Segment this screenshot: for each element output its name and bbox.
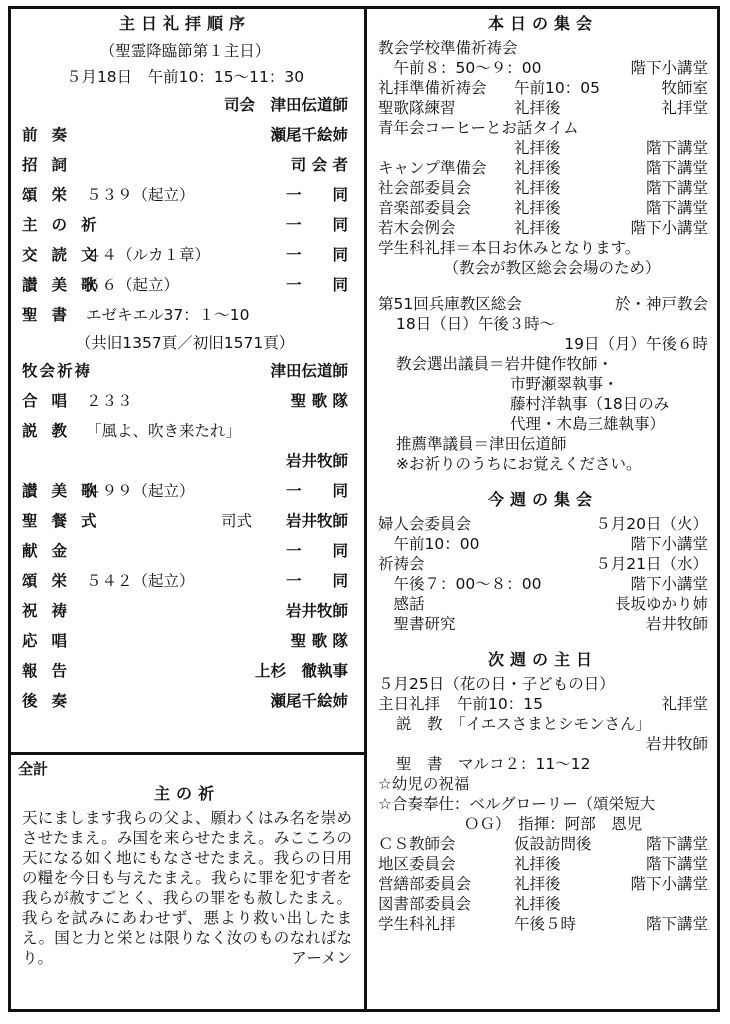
prayer-amen: アーメン bbox=[291, 949, 352, 967]
meeting-name: 営繕部委員会 bbox=[378, 875, 472, 893]
meeting-name: 午後７：00〜８：00 bbox=[378, 575, 542, 593]
meeting-name: 午前10：00 bbox=[378, 535, 480, 553]
meeting-time bbox=[518, 38, 626, 58]
synod-line9: ※お祈りのうちにお覚えください。 bbox=[396, 455, 642, 473]
meeting-name: 礼拝準備祈祷会 bbox=[378, 79, 487, 97]
worship-row bbox=[22, 386, 348, 416]
meeting-detail: ５月21日（水） bbox=[595, 555, 708, 573]
meeting-line bbox=[378, 58, 708, 78]
worship-row bbox=[22, 656, 348, 686]
meeting-line bbox=[378, 38, 708, 58]
meeting-name: 婦人会委員会 bbox=[378, 515, 472, 533]
meeting-time: 礼拝後 bbox=[514, 895, 561, 913]
meeting-place: 階下講堂 bbox=[645, 139, 708, 157]
meeting-name: 音楽部委員会 bbox=[378, 199, 472, 217]
worship-item-label: 牧会祈祷 bbox=[22, 362, 93, 380]
meeting-name: 学生科礼拝 bbox=[378, 915, 456, 933]
worship-item-person: 一 同 bbox=[285, 276, 348, 294]
worship-item-detail: 司式 bbox=[220, 512, 252, 530]
worship-item-detail: ５３９（起立） bbox=[86, 186, 195, 204]
worship-row bbox=[22, 476, 348, 506]
next-meetings bbox=[378, 834, 708, 934]
worship-item-detail: ４４（ルカ１章） bbox=[86, 246, 211, 264]
worship-item-detail: ４９９（起立） bbox=[86, 482, 195, 500]
worship-rows-part2 bbox=[22, 356, 348, 716]
today-title: 本日の集会 bbox=[487, 14, 598, 33]
meeting-line bbox=[378, 98, 708, 118]
worship-row bbox=[22, 356, 348, 386]
meeting-time: 午後５時 bbox=[514, 915, 577, 933]
meeting-place: 階下講堂 bbox=[645, 835, 708, 853]
worship-row bbox=[22, 596, 348, 626]
next-scripture: 聖 書 マルコ２：11〜12 bbox=[396, 755, 591, 773]
worship-item-person: 司 会 者 bbox=[290, 156, 348, 174]
worship-row bbox=[22, 536, 348, 566]
meeting-name: キャンプ準備会 bbox=[378, 159, 487, 177]
worship-datetime: ５月18日 午前10：15〜11：30 bbox=[65, 68, 305, 86]
synod-line5: 市野瀬翠執事・ bbox=[510, 375, 619, 393]
worship-item-label: 前奏 bbox=[22, 126, 82, 144]
meeting-place: 階下講堂 bbox=[645, 159, 708, 177]
worship-item-label: 聖書 bbox=[22, 306, 82, 324]
worship-item-detail: 「風よ、吹き来たれ」 bbox=[86, 422, 242, 440]
announcements bbox=[378, 14, 708, 934]
meeting-time: 礼拝後 bbox=[514, 219, 561, 237]
synod-place: 於・神戸教会 bbox=[614, 295, 708, 313]
worship-item-label: 後奏 bbox=[22, 692, 82, 710]
meeting-place: 階下講堂 bbox=[645, 855, 708, 873]
synod-line7: 代理・木島三雄執事） bbox=[510, 415, 666, 433]
meeting-line bbox=[378, 158, 708, 178]
next-preacher: 岩井牧師 bbox=[645, 735, 708, 753]
worship-item-detail: エゼキエル37：１〜10 bbox=[86, 306, 250, 324]
worship-item-label: 合唱 bbox=[22, 392, 82, 410]
meeting-time: 仮設訪問後 bbox=[514, 835, 592, 853]
column-divider bbox=[364, 6, 367, 1012]
meeting-name: 祈祷会 bbox=[378, 555, 425, 573]
next-item1: ☆幼児の祝福 bbox=[378, 775, 470, 793]
worship-item-person: 一 同 bbox=[285, 482, 348, 500]
worship-item-person: 一 同 bbox=[285, 216, 348, 234]
worship-subtitle: （聖霊降臨節第１主日） bbox=[99, 42, 271, 60]
worship-item-person: 上杉 徹執事 bbox=[254, 662, 348, 680]
meeting-place: 階下講堂 bbox=[645, 199, 708, 217]
worship-item-label: 祝祷 bbox=[22, 602, 82, 620]
worship-item-label: 説教 bbox=[22, 422, 82, 440]
meeting-name: 聖歌隊練習 bbox=[378, 99, 456, 117]
worship-item-person: 一 同 bbox=[285, 186, 348, 204]
worship-item-person: 岩井牧師 bbox=[285, 512, 348, 530]
worship-item-person: 一 同 bbox=[285, 542, 348, 560]
meeting-line bbox=[378, 574, 708, 594]
meeting-place: 階下小講堂 bbox=[630, 875, 708, 893]
meeting-time: 礼拝後 bbox=[514, 179, 561, 197]
meeting-line bbox=[378, 198, 708, 218]
synod-line1 bbox=[378, 294, 708, 314]
meeting-time: 礼拝後 bbox=[514, 199, 561, 217]
synod-line3: 19日（月）午後６時 bbox=[564, 335, 708, 353]
worship-row bbox=[22, 300, 348, 330]
meeting-line bbox=[378, 138, 708, 158]
worship-item-label: 招詞 bbox=[22, 156, 82, 174]
worship-presider: 司会 津田伝道師 bbox=[223, 96, 348, 114]
meeting-name: 青年会コーヒーとお話タイム bbox=[378, 119, 579, 137]
meeting-line bbox=[378, 178, 708, 198]
meeting-line bbox=[378, 534, 708, 554]
next-service-time: 午前10：15 bbox=[457, 695, 543, 713]
worship-row bbox=[22, 210, 348, 240]
worship-item-person: 一 同 bbox=[285, 572, 348, 590]
meeting-place: 階下講堂 bbox=[645, 915, 708, 933]
worship-item-label: 応唱 bbox=[22, 632, 82, 650]
today-meetings bbox=[378, 38, 708, 238]
meeting-line bbox=[378, 218, 708, 238]
worship-item-label: 頌栄 bbox=[22, 572, 82, 590]
worship-item-label: 頌栄 bbox=[22, 186, 82, 204]
synod-line4: 教会選出議員＝岩井健作牧師・ bbox=[396, 355, 614, 373]
worship-row bbox=[22, 506, 348, 536]
meeting-line bbox=[378, 914, 708, 934]
worship-row bbox=[22, 150, 348, 180]
worship-item-label: 讃美歌 bbox=[22, 276, 111, 294]
next-service-name: 主日礼拝 bbox=[378, 695, 441, 713]
meeting-name: 聖書研究 bbox=[378, 615, 456, 633]
worship-item-person: 聖 歌 隊 bbox=[290, 392, 348, 410]
meeting-time: 礼拝後 bbox=[514, 99, 561, 117]
meeting-time: 礼拝後 bbox=[514, 139, 561, 157]
meeting-time: 午前10：05 bbox=[514, 79, 600, 97]
worship-item-person: 岩井牧師 bbox=[285, 452, 348, 470]
meeting-line bbox=[378, 614, 708, 634]
week-meetings bbox=[378, 514, 708, 634]
worship-item-person: 岩井牧師 bbox=[285, 602, 348, 620]
meeting-line bbox=[378, 894, 708, 914]
meeting-place bbox=[652, 118, 708, 138]
week-title: 今週の集会 bbox=[487, 490, 598, 509]
meeting-name: 午前８：50〜９：00 bbox=[378, 59, 542, 77]
worship-title: 主日礼拝順序 bbox=[118, 14, 251, 33]
next-service-place: 礼拝堂 bbox=[661, 695, 708, 713]
today-note2: （教会が教区総会会場のため） bbox=[443, 259, 661, 277]
next-item3: ＯＧ） 指揮：阿部 恩児 bbox=[464, 815, 643, 833]
corner-mark: 全計 bbox=[18, 760, 49, 778]
meeting-detail: 長坂ゆかり姉 bbox=[614, 595, 708, 613]
synod-line8: 推薦準議員＝津田伝道師 bbox=[396, 435, 567, 453]
prayer-title: 主の祈 bbox=[153, 784, 220, 803]
next-service bbox=[378, 694, 708, 714]
worship-row bbox=[22, 626, 348, 656]
meeting-time: 礼拝後 bbox=[514, 855, 561, 873]
meeting-line bbox=[378, 874, 708, 894]
meeting-line bbox=[378, 78, 708, 98]
meeting-time bbox=[541, 58, 630, 78]
meeting-place: 牧師室 bbox=[661, 79, 708, 97]
worship-row bbox=[22, 416, 348, 446]
worship-item-person: 津田伝道師 bbox=[270, 362, 348, 380]
meeting-place: 階下講堂 bbox=[645, 179, 708, 197]
meeting-line bbox=[378, 514, 708, 534]
synod-line6: 藤村洋執事（18日のみ bbox=[510, 395, 670, 413]
meeting-name: 地区委員会 bbox=[378, 855, 456, 873]
worship-item-detail: ５４２（起立） bbox=[86, 572, 195, 590]
meeting-place bbox=[626, 38, 708, 58]
meeting-name: 若木会例会 bbox=[378, 219, 456, 237]
meeting-line bbox=[378, 118, 708, 138]
next-title: 次週の主日 bbox=[487, 650, 598, 669]
meeting-name bbox=[378, 138, 514, 158]
prayer-divider bbox=[8, 752, 366, 755]
worship-row bbox=[22, 270, 348, 300]
next-date: ５月25日（花の日・子どもの日） bbox=[378, 675, 615, 693]
next-sermon: 説 教 「イエスさまとシモンさん」 bbox=[396, 715, 652, 733]
worship-item-label: 交読文 bbox=[22, 246, 111, 264]
worship-item-label: 報告 bbox=[22, 662, 82, 680]
worship-row bbox=[22, 566, 348, 596]
meeting-place: 礼拝堂 bbox=[661, 99, 708, 117]
meeting-name: 図書部委員会 bbox=[378, 895, 472, 913]
meeting-place: 階下小講堂 bbox=[630, 219, 708, 237]
meeting-detail: 階下小講堂 bbox=[630, 535, 708, 553]
worship-item-label: 献金 bbox=[22, 542, 82, 560]
worship-item-label: 讃美歌 bbox=[22, 482, 111, 500]
meeting-line bbox=[378, 554, 708, 574]
meeting-time bbox=[579, 118, 652, 138]
meeting-time: 礼拝後 bbox=[514, 875, 561, 893]
next-item2: ☆合奏奉仕：ベルグローリー（頌栄短大 bbox=[378, 795, 656, 813]
worship-row bbox=[22, 120, 348, 150]
meeting-line bbox=[378, 594, 708, 614]
meeting-time: 礼拝後 bbox=[514, 159, 561, 177]
meeting-place bbox=[624, 894, 708, 914]
meeting-line bbox=[378, 854, 708, 874]
worship-rows-part1 bbox=[22, 120, 348, 330]
worship-item-person: 一 同 bbox=[285, 246, 348, 264]
worship-row bbox=[22, 446, 348, 476]
bible-pages: （共旧1357頁／初旧1571頁） bbox=[75, 334, 295, 352]
meeting-name: ＣＳ教師会 bbox=[378, 835, 456, 853]
meeting-name: 教会学校準備祈祷会 bbox=[378, 39, 518, 57]
worship-item-label: 主の祈 bbox=[22, 216, 111, 234]
worship-order bbox=[22, 14, 348, 716]
worship-row bbox=[22, 180, 348, 210]
synod-line2: 18日（日）午後３時〜 bbox=[396, 315, 556, 333]
worship-row bbox=[22, 686, 348, 716]
worship-item-detail: ２３３ bbox=[86, 392, 133, 410]
meeting-detail: ５月20日（火） bbox=[595, 515, 708, 533]
meeting-place: 階下小講堂 bbox=[630, 59, 708, 77]
worship-item-person: 聖 歌 隊 bbox=[290, 632, 348, 650]
worship-item-person: 瀬尾千絵姉 bbox=[270, 126, 348, 144]
meeting-name: 感話 bbox=[378, 595, 425, 613]
meeting-line bbox=[378, 834, 708, 854]
prayer-text: 天にまします我らの父よ、願わくはみ名を崇めさせたまえ。み国を来らせたまえ。みこころの天になる如く地にもなさせたまえ。我らの日用の糧を今日も与えたまえ。我らに罪を犯す者を我らが赦すごとく、我らの罪をも赦したまえ。我らを試みにあわせず、悪より救い出したまえ。国と力と栄とは限りなく汝のものなればなり。 bbox=[22, 809, 352, 967]
worship-item-detail: ６６（起立） bbox=[86, 276, 180, 294]
synod-name: 第51回兵庫教区総会 bbox=[378, 295, 522, 313]
meeting-name: 社会部委員会 bbox=[378, 179, 472, 197]
meeting-detail: 岩井牧師 bbox=[645, 615, 708, 633]
lords-prayer bbox=[22, 784, 352, 968]
worship-row bbox=[22, 240, 348, 270]
worship-item-label: 聖餐式 bbox=[22, 512, 111, 530]
today-note1: 学生科礼拝＝本日お休みとなります。 bbox=[378, 239, 641, 257]
worship-item-person: 瀬尾千絵姉 bbox=[270, 692, 348, 710]
meeting-detail: 階下小講堂 bbox=[630, 575, 708, 593]
